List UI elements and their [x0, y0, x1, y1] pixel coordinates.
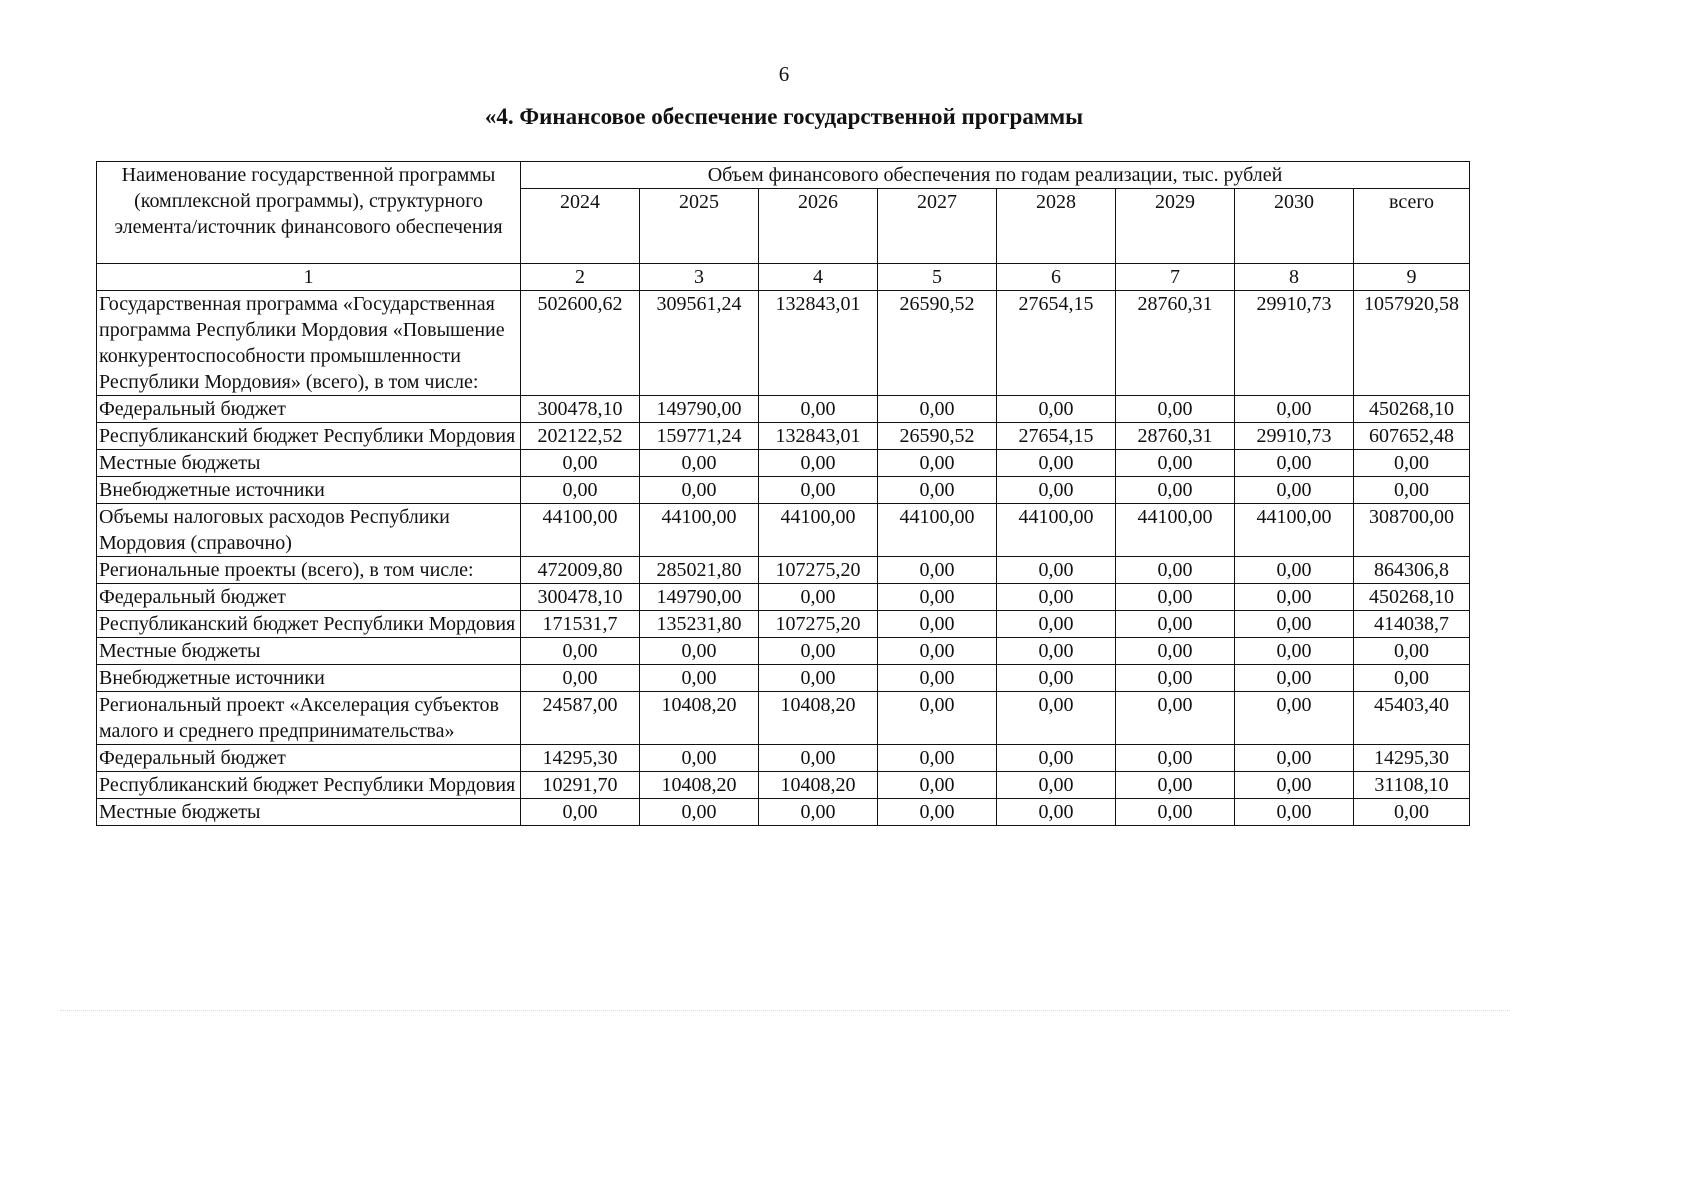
year-value-cell: 29910,73	[1235, 291, 1354, 396]
row-label: Региональный проект «Акселерация субъектов малого и среднего предпринимательства»	[97, 692, 521, 745]
row-total-cell: 45403,40	[1354, 692, 1470, 745]
row-total-cell: 0,00	[1354, 799, 1470, 826]
row-total-cell: 450268,10	[1354, 584, 1470, 611]
year-value-cell: 44100,00	[878, 504, 997, 557]
year-value-cell: 44100,00	[1116, 504, 1235, 557]
column-number: 3	[640, 264, 759, 291]
year-value-cell: 10408,20	[640, 692, 759, 745]
document-title: «4. Финансовое обеспечение государственной программы	[484, 104, 1084, 129]
year-header: 2029	[1116, 189, 1235, 264]
total-header: всего	[1354, 189, 1470, 264]
year-value-cell: 0,00	[521, 799, 640, 826]
year-value-cell: 0,00	[878, 745, 997, 772]
table-row	[97, 504, 1470, 557]
year-value-cell: 44100,00	[997, 504, 1116, 557]
column-number: 8	[1235, 264, 1354, 291]
year-value-cell: 14295,30	[521, 745, 640, 772]
year-value-cell: 0,00	[1116, 450, 1235, 477]
year-value-cell: 0,00	[640, 638, 759, 665]
year-value-cell: 0,00	[1116, 665, 1235, 692]
year-header: 2027	[878, 189, 997, 264]
year-value-cell: 0,00	[1116, 557, 1235, 584]
year-value-cell: 0,00	[1235, 772, 1354, 799]
row-label: Внебюджетные источники	[97, 477, 521, 504]
table-row	[97, 745, 1470, 772]
row-label: Республиканский бюджет Республики Мордовия	[97, 423, 521, 450]
year-value-cell: 159771,24	[640, 423, 759, 450]
year-value-cell: 0,00	[997, 557, 1116, 584]
year-value-cell: 0,00	[640, 477, 759, 504]
row-total-cell: 0,00	[1354, 638, 1470, 665]
table-row	[97, 477, 1470, 504]
year-header: 2024	[521, 189, 640, 264]
year-value-cell: 27654,15	[997, 423, 1116, 450]
year-value-cell: 0,00	[1235, 665, 1354, 692]
year-value-cell: 44100,00	[640, 504, 759, 557]
year-header: 2028	[997, 189, 1116, 264]
row-label: Внебюджетные источники	[97, 665, 521, 692]
year-value-cell: 44100,00	[521, 504, 640, 557]
table-row	[97, 611, 1470, 638]
year-value-cell: 0,00	[997, 638, 1116, 665]
year-value-cell: 0,00	[521, 638, 640, 665]
year-value-cell: 0,00	[1116, 396, 1235, 423]
row-label: Федеральный бюджет	[97, 396, 521, 423]
year-value-cell: 0,00	[1235, 611, 1354, 638]
year-header: 2026	[759, 189, 878, 264]
year-value-cell: 0,00	[878, 584, 997, 611]
year-value-cell: 107275,20	[759, 611, 878, 638]
row-total-cell: 1057920,58	[1354, 291, 1470, 396]
year-value-cell: 0,00	[640, 799, 759, 826]
year-value-cell: 0,00	[878, 665, 997, 692]
year-value-cell: 26590,52	[878, 291, 997, 396]
row-label: Местные бюджеты	[97, 638, 521, 665]
year-value-cell: 202122,52	[521, 423, 640, 450]
year-value-cell: 0,00	[1235, 450, 1354, 477]
year-value-cell: 107275,20	[759, 557, 878, 584]
column-number: 5	[878, 264, 997, 291]
row-total-cell: 31108,10	[1354, 772, 1470, 799]
year-value-cell: 0,00	[759, 638, 878, 665]
funding-volume-header: Объем финансового обеспечения по годам реализации, тыс. рублей	[521, 162, 1470, 189]
year-value-cell: 132843,01	[759, 423, 878, 450]
row-label: Федеральный бюджет	[97, 584, 521, 611]
year-value-cell: 0,00	[997, 477, 1116, 504]
year-value-cell: 0,00	[759, 450, 878, 477]
table-row	[97, 799, 1470, 826]
year-value-cell: 0,00	[1235, 745, 1354, 772]
row-total-cell: 0,00	[1354, 477, 1470, 504]
year-value-cell: 0,00	[878, 477, 997, 504]
year-value-cell: 0,00	[1235, 396, 1354, 423]
column-number: 1	[97, 264, 521, 291]
table-row	[97, 291, 1470, 396]
year-value-cell: 0,00	[759, 396, 878, 423]
year-value-cell: 135231,80	[640, 611, 759, 638]
page-number: 6	[778, 62, 790, 86]
year-header: 2025	[640, 189, 759, 264]
column-number: 9	[1354, 264, 1470, 291]
year-value-cell: 0,00	[997, 745, 1116, 772]
year-value-cell: 0,00	[759, 745, 878, 772]
header-row	[97, 162, 1470, 189]
row-label: Региональные проекты (всего), в том числе:	[97, 557, 521, 584]
year-value-cell: 132843,01	[759, 291, 878, 396]
row-label: Федеральный бюджет	[97, 745, 521, 772]
column-number: 7	[1116, 264, 1235, 291]
year-value-cell: 0,00	[1116, 799, 1235, 826]
year-value-cell: 0,00	[640, 745, 759, 772]
row-total-cell: 308700,00	[1354, 504, 1470, 557]
row-total-cell: 414038,7	[1354, 611, 1470, 638]
table-row	[97, 450, 1470, 477]
year-value-cell: 28760,31	[1116, 423, 1235, 450]
year-value-cell: 10408,20	[640, 772, 759, 799]
year-value-cell: 0,00	[1116, 638, 1235, 665]
row-label: Местные бюджеты	[97, 799, 521, 826]
year-value-cell: 10408,20	[759, 772, 878, 799]
year-value-cell: 0,00	[1235, 692, 1354, 745]
year-value-cell: 0,00	[759, 477, 878, 504]
year-value-cell: 0,00	[1116, 745, 1235, 772]
year-value-cell: 285021,80	[640, 557, 759, 584]
year-value-cell: 0,00	[759, 799, 878, 826]
table-row	[97, 772, 1470, 799]
table-row	[97, 665, 1470, 692]
row-total-cell: 0,00	[1354, 665, 1470, 692]
column-number: 4	[759, 264, 878, 291]
year-value-cell: 29910,73	[1235, 423, 1354, 450]
financing-table	[96, 161, 1470, 826]
year-value-cell: 0,00	[1116, 477, 1235, 504]
year-value-cell: 26590,52	[878, 423, 997, 450]
year-value-cell: 44100,00	[759, 504, 878, 557]
year-value-cell: 0,00	[1235, 477, 1354, 504]
table-row	[97, 396, 1470, 423]
row-total-cell: 607652,48	[1354, 423, 1470, 450]
table-row	[97, 423, 1470, 450]
table-row	[97, 638, 1470, 665]
row-total-cell: 864306,8	[1354, 557, 1470, 584]
table-row	[97, 584, 1470, 611]
year-value-cell: 10408,20	[759, 692, 878, 745]
year-value-cell: 0,00	[640, 665, 759, 692]
column-number: 6	[997, 264, 1116, 291]
year-value-cell: 0,00	[878, 692, 997, 745]
name-column-header: Наименование государственной программы (комплексной программы), структурного элемента/источник финансового обеспечения	[97, 162, 521, 264]
year-value-cell: 0,00	[997, 584, 1116, 611]
year-value-cell: 28760,31	[1116, 291, 1235, 396]
year-value-cell: 0,00	[878, 772, 997, 799]
year-value-cell: 0,00	[521, 665, 640, 692]
year-value-cell: 0,00	[1116, 772, 1235, 799]
year-value-cell: 0,00	[521, 477, 640, 504]
row-total-cell: 0,00	[1354, 450, 1470, 477]
year-value-cell: 24587,00	[521, 692, 640, 745]
year-value-cell: 0,00	[1235, 799, 1354, 826]
year-value-cell: 0,00	[997, 396, 1116, 423]
table-row	[97, 692, 1470, 745]
year-value-cell: 0,00	[997, 692, 1116, 745]
year-value-cell: 309561,24	[640, 291, 759, 396]
scan-artifact-line	[60, 1010, 1510, 1015]
year-value-cell: 27654,15	[997, 291, 1116, 396]
year-value-cell: 0,00	[997, 665, 1116, 692]
row-total-cell: 450268,10	[1354, 396, 1470, 423]
year-value-cell: 171531,7	[521, 611, 640, 638]
year-value-cell: 0,00	[1116, 611, 1235, 638]
year-value-cell: 149790,00	[640, 584, 759, 611]
year-value-cell: 10291,70	[521, 772, 640, 799]
year-value-cell: 0,00	[521, 450, 640, 477]
year-value-cell: 0,00	[997, 772, 1116, 799]
year-value-cell: 0,00	[878, 799, 997, 826]
year-value-cell: 44100,00	[1235, 504, 1354, 557]
row-label: Республиканский бюджет Республики Мордовия	[97, 772, 521, 799]
year-value-cell: 0,00	[878, 557, 997, 584]
year-value-cell: 0,00	[878, 638, 997, 665]
row-label: Объемы налоговых расходов Республики Мордовия (справочно)	[97, 504, 521, 557]
year-value-cell: 472009,80	[521, 557, 640, 584]
year-value-cell: 0,00	[759, 584, 878, 611]
year-value-cell: 0,00	[878, 450, 997, 477]
year-value-cell: 0,00	[997, 611, 1116, 638]
year-value-cell: 0,00	[1235, 584, 1354, 611]
year-value-cell: 0,00	[640, 450, 759, 477]
year-value-cell: 0,00	[1235, 638, 1354, 665]
year-value-cell: 0,00	[1116, 584, 1235, 611]
column-number: 2	[521, 264, 640, 291]
table-row	[97, 557, 1470, 584]
year-value-cell: 0,00	[1116, 692, 1235, 745]
row-total-cell: 14295,30	[1354, 745, 1470, 772]
year-value-cell: 0,00	[997, 450, 1116, 477]
year-value-cell: 0,00	[1235, 557, 1354, 584]
row-label: Республиканский бюджет Республики Мордовия	[97, 611, 521, 638]
year-value-cell: 149790,00	[640, 396, 759, 423]
year-value-cell: 502600,62	[521, 291, 640, 396]
year-value-cell: 300478,10	[521, 396, 640, 423]
year-value-cell: 0,00	[878, 396, 997, 423]
year-value-cell: 0,00	[878, 611, 997, 638]
column-number-row	[97, 264, 1470, 291]
row-label: Местные бюджеты	[97, 450, 521, 477]
year-value-cell: 0,00	[997, 799, 1116, 826]
year-value-cell: 300478,10	[521, 584, 640, 611]
row-label: Государственная программа «Государственная программа Республики Мордовия «Повышение конкурентоспособности промышленности Республики Мордовия» (всего), в том числе:	[97, 291, 521, 396]
year-header: 2030	[1235, 189, 1354, 264]
year-value-cell: 0,00	[759, 665, 878, 692]
